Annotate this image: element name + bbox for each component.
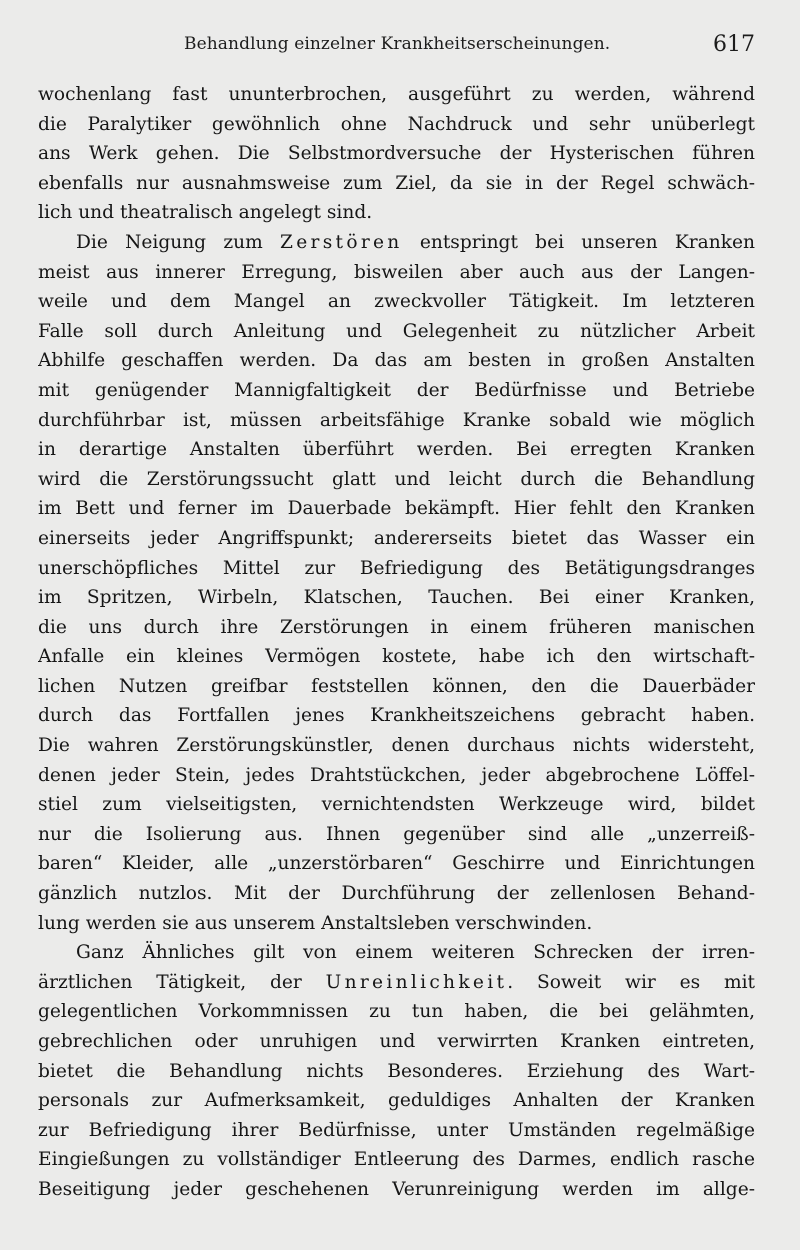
text-line: weile und dem Mangel an zweckvoller Tätigkeit. Im letzteren <box>38 291 755 313</box>
running-head: Behandlung einzelner Krankheitserscheinungen. <box>184 34 611 54</box>
text-line: Eingießungen zu vollständiger Entleerung des Darmes, endlich rasche <box>38 1149 755 1171</box>
text-line: die uns durch ihre Zerstörungen in einem früheren manischen <box>38 616 755 638</box>
text-line: zur Befriedigung ihrer Bedürfnisse, unter Umständen regelmäßige <box>38 1119 755 1141</box>
page-header <box>38 34 755 64</box>
text-line: lung werden sie aus unserem Anstaltsleben verschwinden. <box>38 912 593 934</box>
text-line: wochenlang fast ununterbrochen, ausgeführt zu werden, während <box>38 84 755 105</box>
text-line: in derartige Anstalten überführt werden. Bei erregten Kranken <box>38 439 755 461</box>
text-line: ebenfalls nur ausnahmsweise zum Ziel, da sie in der Regel schwäch- <box>38 172 755 194</box>
text-line: im Spritzen, Wirbeln, Klatschen, Tauchen. Bei einer Kranken, <box>38 587 755 609</box>
text-line: die Paralytiker gewöhnlich ohne Nachdruck und sehr unüberlegt <box>38 113 755 135</box>
text-line: gelegentlichen Vorkommnissen zu tun haben, die bei gelähmten, <box>38 1001 755 1023</box>
text-line: Die wahren Zerstörungskünstler, denen durchaus nichts widersteht, <box>38 735 755 757</box>
text-line: wird die Zerstörungssucht glatt und leicht durch die Behandlung <box>38 468 755 490</box>
text-line: ans Werk gehen. Die Selbstmordversuche der Hysterischen führen <box>38 143 755 165</box>
text-span: . Soweit wir es mit <box>507 971 755 993</box>
text-line: Beseitigung jeder geschehenen Verunreinigung werden im allge- <box>38 1178 755 1200</box>
text-line: mit genügender Mannigfaltigkeit der Bedürfnisse und Betriebe <box>38 379 755 401</box>
text-line <box>38 968 755 998</box>
text-line: Falle soll durch Anleitung und Gelegenheit zu nützlicher Arbeit <box>38 320 755 342</box>
text-line: stiel zum vielseitigsten, vernichtendsten Werkzeuge wird, bildet <box>38 794 755 816</box>
text-line <box>38 228 755 258</box>
emphasized-term: Zerstören <box>280 231 403 253</box>
text-line: Anfalle ein kleines Vermögen kostete, habe ich den wirtschaft- <box>38 646 755 668</box>
text-line: gänzlich nutzlos. Mit der Durchführung der zellenlosen Behand- <box>38 883 755 905</box>
text-line: einerseits jeder Angriffspunkt; andererseits bietet das Wasser ein <box>38 527 755 549</box>
text-line: lich und theatralisch angelegt sind. <box>38 202 373 224</box>
text-line: meist aus innerer Erregung, bisweilen aber auch aus der Langen- <box>38 261 755 283</box>
text-line: baren“ Kleider, alle „unzerstörbaren“ Geschirre und Einrichtungen <box>38 853 755 875</box>
page-number: 617 <box>713 32 755 57</box>
body-text <box>38 80 755 1205</box>
text-line: personals zur Aufmerksamkeit, geduldiges Anhalten der Kranken <box>38 1090 755 1112</box>
text-line: denen jeder Stein, jedes Drahtstückchen, jeder abgebrochene Löffel- <box>38 764 755 786</box>
text-line: Abhilfe geschaffen werden. Da das am besten in großen Anstalten <box>38 350 755 372</box>
text-line: durch das Fortfallen jenes Krankheitszeichens gebracht haben. <box>38 705 755 727</box>
emphasized-term: Unreinlichkeit <box>325 971 508 993</box>
text-line: gebrechlichen oder unruhigen und verwirrten Kranken eintreten, <box>38 1031 755 1052</box>
text-line: im Bett und ferner im Dauerbade bekämpft. Hier fehlt den Kranken <box>38 498 755 520</box>
text-line: lichen Nutzen greifbar feststellen können, den die Dauerbäder <box>38 675 755 697</box>
text-span: ärztlichen Tätigkeit, der <box>38 971 326 993</box>
text-line: durchführbar ist, müssen arbeitsfähige Kranke sobald wie möglich <box>38 409 755 431</box>
text-line: bietet die Behandlung nichts Besonderes. Erziehung des Wart- <box>38 1060 755 1082</box>
text-line: nur die Isolierung aus. Ihnen gegenüber sind alle „unzerreiß- <box>38 823 755 845</box>
text-span: Die Neigung zum <box>76 231 280 253</box>
text-line: Ganz Ähnliches gilt von einem weiteren Schrecken der irren- <box>76 942 755 964</box>
text-span: entspringt bei unseren Kranken <box>402 231 755 253</box>
text-line: unerschöpfliches Mittel zur Befriedigung des Betätigungsdranges <box>38 557 755 579</box>
